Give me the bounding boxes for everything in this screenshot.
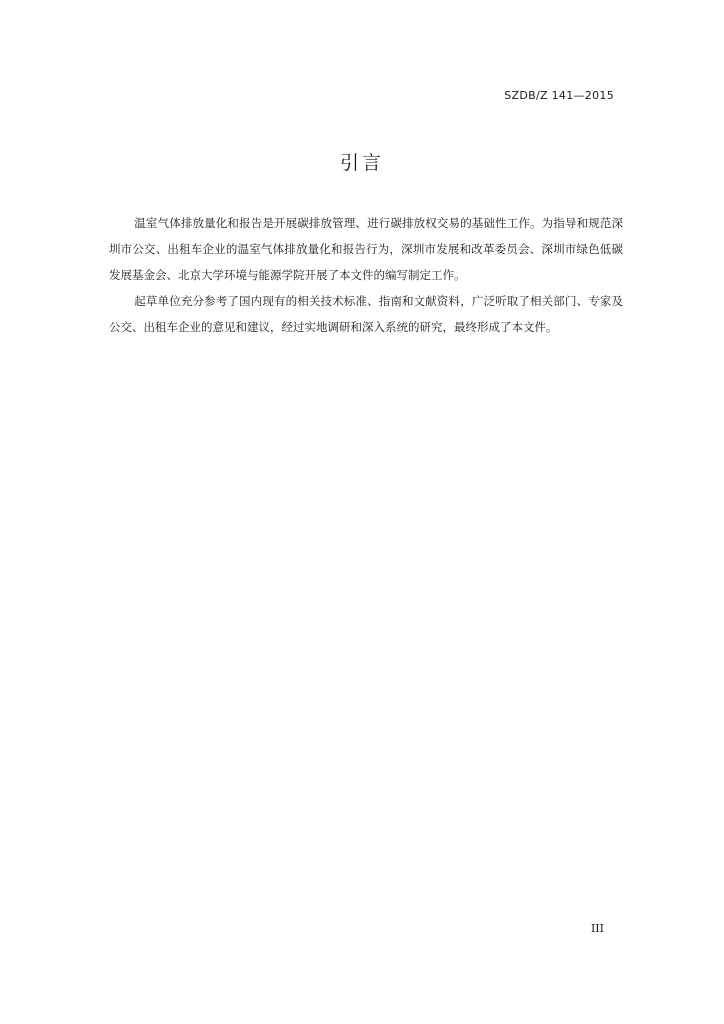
page-number: III <box>590 922 604 935</box>
paragraph-1: 温室气体排放量化和报告是开展碳排放管理、进行碳排放权交易的基础性工作。为指导和规范深圳市公交、出租车企业的温室气体排放量化和报告行为，深圳市发展和改革委员会、深圳市绿色低碳发展基金会、北京大学环境与能源学院开展了本文件的编写制定工作。 <box>109 216 623 282</box>
introduction-body <box>109 210 623 340</box>
paragraph-2: 起草单位充分参考了国内现有的相关技术标准、指南和文献资料，广泛听取了相关部门、专家及公交、出租车企业的意见和建议，经过实地调研和深入系统的研究，最终形成了本文件。 <box>109 294 623 334</box>
section-title: 引言 <box>339 152 384 174</box>
document-code: SZDB/Z 141—2015 <box>504 89 614 102</box>
